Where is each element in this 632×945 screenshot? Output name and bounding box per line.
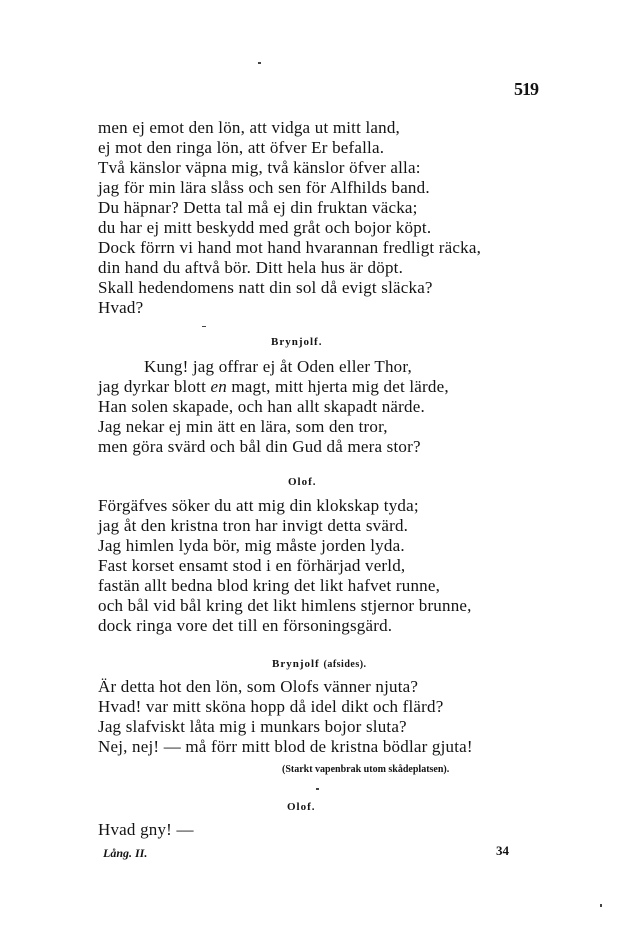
- verse-line: Skall hedendomens natt din sol då evigt släcka?: [98, 278, 433, 297]
- verse-line: Hvad gny! —: [98, 820, 194, 839]
- speaker-name: Olof.: [287, 801, 316, 813]
- emphasized-word: en: [210, 377, 227, 396]
- verse-line: dock ringa vore det till en försoningsgärd.: [98, 616, 393, 635]
- verse-line: ej mot den ringa lön, att öfver Er befalla.: [98, 138, 385, 157]
- verse-line: Hvad?: [98, 298, 144, 317]
- sheet-number: 34: [496, 843, 509, 858]
- verse-line: Kung! jag offrar ej åt Oden eller Thor,: [144, 357, 413, 376]
- page-number: 519: [514, 79, 538, 99]
- verse-text: magt, mitt hjerta mig det lärde,: [226, 377, 449, 396]
- speaker-name: [272, 658, 367, 670]
- verse-line: och bål vid bål kring det likt himlens stjernor brunne,: [98, 596, 472, 615]
- verse-line: Jag himlen lyda bör, mig måste jorden lyda.: [98, 536, 405, 555]
- signature-mark: Lång. II.: [103, 846, 148, 860]
- verse-line: Nej, nej! — må förr mitt blod de kristna bödlar gjuta!: [98, 737, 473, 756]
- ink-speck: [316, 788, 319, 790]
- verse-line: Två känslor väpna mig, två känslor öfver alla:: [98, 158, 421, 177]
- verse-line: Förgäfves söker du att mig din klokskap tyda;: [98, 496, 419, 515]
- speaker-name: Brynjolf.: [271, 336, 323, 348]
- ink-speck: [600, 904, 602, 907]
- verse-line: Jag slafviskt låta mig i munkars bojor sluta?: [98, 717, 407, 736]
- verse-line: Är detta hot den lön, som Olofs vänner njuta?: [98, 677, 419, 696]
- verse-line: din hand du aftvå bör. Ditt hela hus är döpt.: [98, 258, 404, 277]
- verse-line: fastän allt bedna blod kring det likt hafvet runne,: [98, 576, 441, 595]
- verse-line: jag för min lära slåss och sen för Alfhilds band.: [98, 178, 430, 197]
- verse-line: Dock förrn vi hand mot hand hvarannan fredligt räcka,: [98, 238, 482, 257]
- verse-line: Hvad! var mitt sköna hopp då idel dikt och flärd?: [98, 697, 444, 716]
- verse-text: jag dyrkar blott: [98, 377, 211, 396]
- verse-line: Fast korset ensamt stod i en förhärjad verld,: [98, 556, 406, 575]
- verse-line: Han solen skapade, och han allt skapadt närde.: [98, 397, 425, 416]
- verse-line: jag åt den kristna tron har invigt detta svärd.: [98, 516, 409, 535]
- verse-line: men göra svärd och bål din Gud då mera stor?: [98, 437, 421, 456]
- stage-direction: (Starkt vapenbrak utom skådeplatsen).: [282, 764, 450, 775]
- speaker-name: Olof.: [288, 476, 317, 488]
- verse-line: men ej emot den lön, att vidga ut mitt land,: [98, 118, 400, 137]
- aside-note: (afsides).: [323, 659, 367, 670]
- verse-line: du har ej mitt beskydd med gråt och bojor köpt.: [98, 218, 432, 237]
- verse-line: [98, 377, 449, 397]
- speaker-label: Brynjolf: [272, 658, 320, 670]
- ink-speck: [258, 62, 261, 64]
- verse-line: Jag nekar ej min ätt en lära, som den tror,: [98, 417, 388, 436]
- ink-speck: [202, 326, 206, 327]
- verse-line: Du häpnar? Detta tal må ej din fruktan väcka;: [98, 198, 418, 217]
